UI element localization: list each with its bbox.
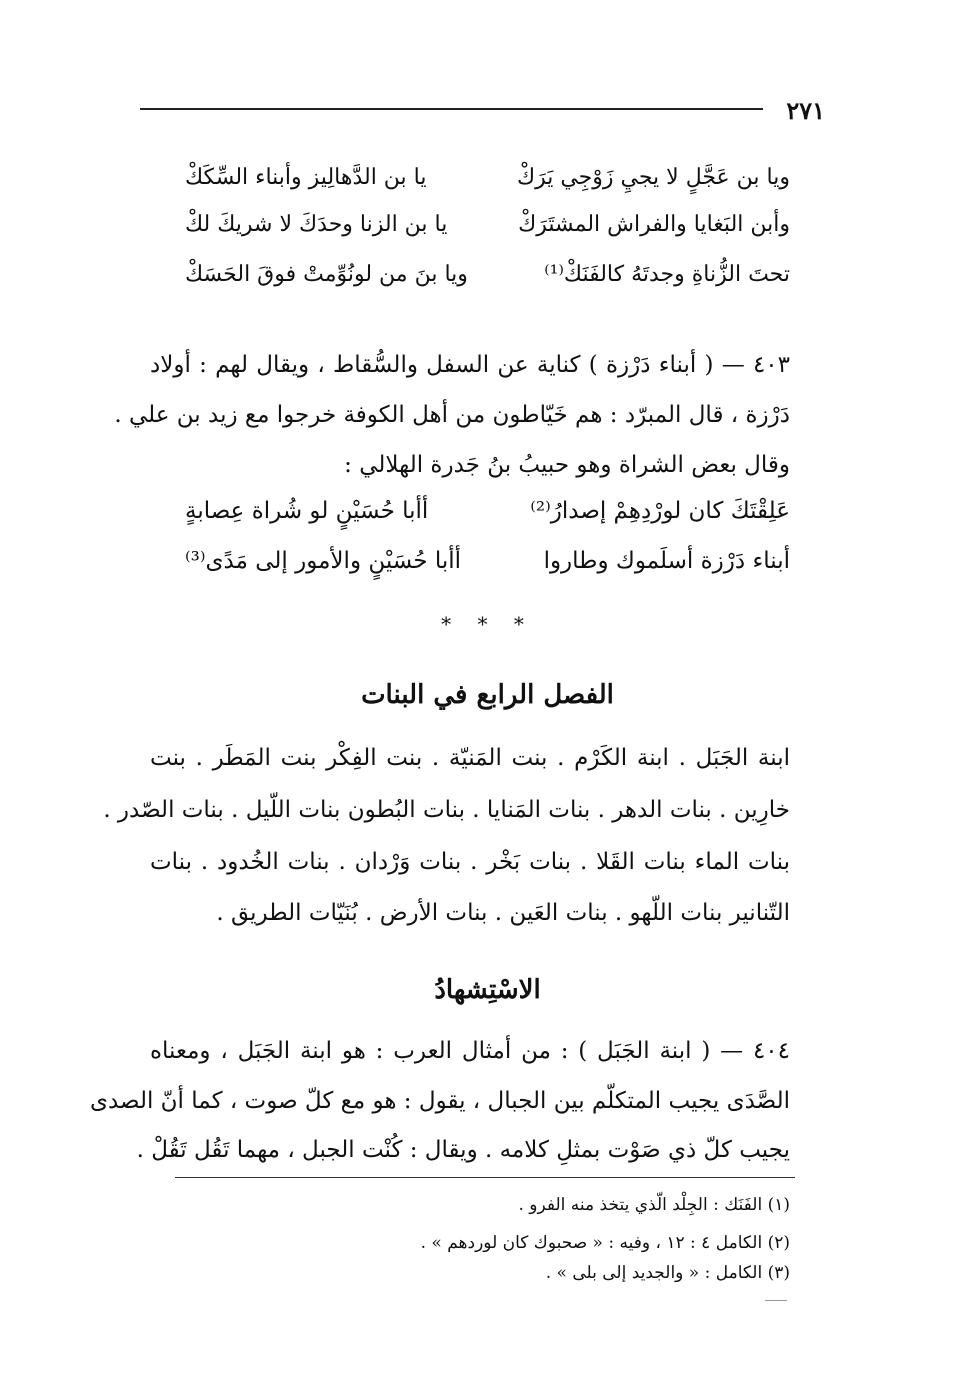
page-number: ٢٧١ [786,96,825,125]
subsection-title: الاسْتِشهادُ [434,975,541,1005]
entry-404-line: يجيب كلّ ذي صَوْت بمثلِ كلامه . ويقال : كُنْت الجبل ، مهما تَقُل تَقُلْ . [136,1137,790,1163]
verse-row [185,548,790,588]
page-header [140,96,825,126]
verse-row [185,212,790,252]
hemistich-right: يا بن الزنا وحدَكَ لا شريكَ لكْ [185,212,448,237]
footnote: (١) الفَنَك : الجِلْد الّذي يتخذ منه الفرو . [518,1195,790,1215]
footer-mark [765,1300,787,1301]
hemistich-right: يا بن الدَّهالِيز وأبناء السِّكَكْ [185,165,427,190]
hemistich-right: أأبا حُسَيْنٍ لو شُراة عِصابةٍ [185,498,429,524]
entry-403-line: دَرْزة ، قال المبرّد : هم خَيّاطون من أهل الكوفة خرجوا مع زيد بن علي . [114,402,790,428]
footnote: (٣) الكامل : « والجديد إلى بلى » . [545,1263,790,1283]
section-separator: * * * [441,612,534,636]
verse-row [185,498,790,538]
verse-row [185,165,790,205]
hemistich-left: تحتَ الزُّناةِ وجدتَهُ كالفَنَكْ⁽¹⁾ [544,262,790,287]
entry-403-line: ٤٠٣ — ( أبناء دَرْزة ) كناية عن السفل والسُّقاط ، ويقال لهم : أولاد [150,352,790,378]
section-title: الفصل الرابع في البنات [361,680,614,710]
hemistich-left: عَلِقْتَكَ كان لورْدِهِمْ إصدارُ⁽²⁾ [530,498,790,524]
hemistich-left: ويا بن عَجَّلٍ لا يجيِ زَوْجِي يَرَكْ [516,165,790,190]
chapter-line: ابنة الجَبَل . ابنة الكَرْم . بنت المَنيّة . بنت الفِكْر بنت المَطَر . بنت [150,745,790,771]
footnote: (٢) الكامل ٤ : ١٢ ، وفيه : « صحبوك كان لوردهم » . [420,1233,790,1253]
chapter-line: خارِين . بنات الدهر . بنات المَنايا . بنات البُطون بنات اللّيل . بنات الصّدر . [103,797,790,823]
hemistich-left: أبناء دَرْزة أسلَموك وطاروا [543,548,790,574]
footnote-rule [175,1177,795,1178]
hemistich-right: أأبا حُسَيْنٍ والأمور إلى مَدًى⁽³⁾ [185,548,462,574]
chapter-line: التّنانير بنات اللّهو . بنات العَين . بنات الأرض . بُنَيّات الطريق . [216,900,790,926]
hemistich-right: ويا بنَ من لونُوِّمتْ فوقَ الحَسَكْ [185,262,468,287]
verse-row [185,262,790,302]
header-rule [140,108,763,110]
hemistich-left: وأبن البَغايا والفراش المشتَرَكْ [518,212,790,237]
chapter-line: بنات الماء بنات القَلا . بنات بَخْر . بنات وَرْدان . بنات الخُدود . بنات [150,849,790,875]
entry-404-line: الصَّدَى يجيب المتكلّم بين الجبال ، يقول : هو مع كلّ صوت ، كما أنّ الصدى [89,1088,790,1114]
entry-403-line: وقال بعض الشراة وهو حبيبُ بنُ جَدرة الهلالي : [344,452,790,478]
entry-404-line: ٤٠٤ — ( ابنة الجَبَل ) : من أمثال العرب : هو ابنة الجَبَل ، ومعناه [150,1038,790,1064]
